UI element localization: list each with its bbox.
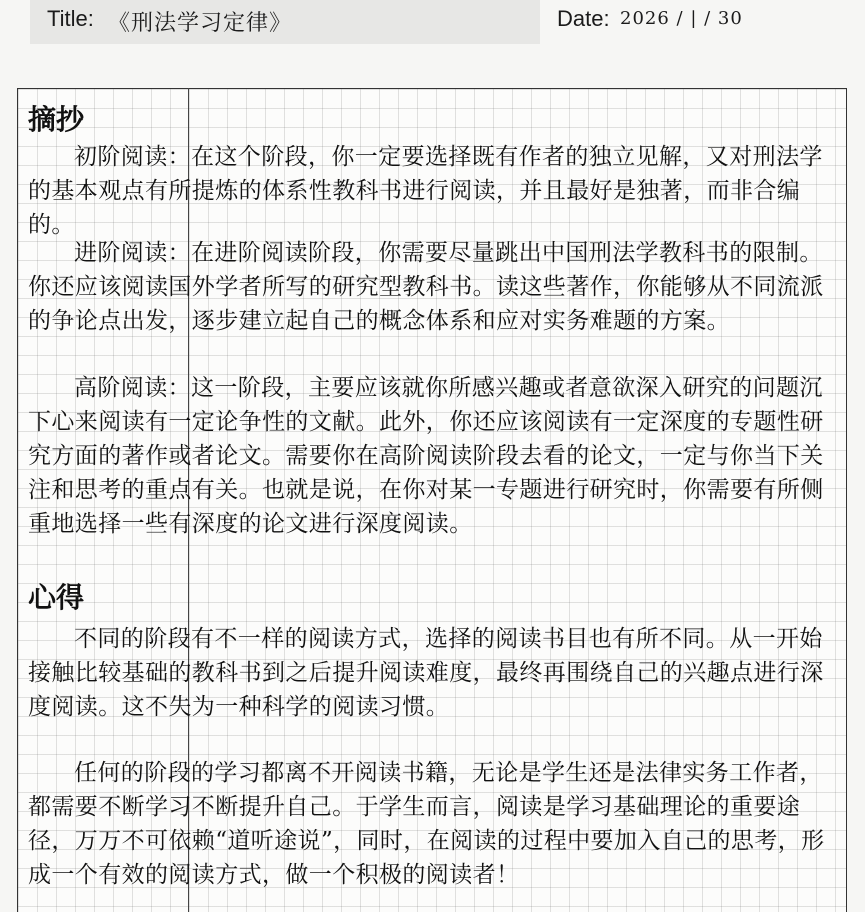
- page-header: [0, 0, 865, 44]
- date-label: Date:: [557, 6, 610, 31]
- title-label: Title:: [47, 6, 94, 31]
- excerpt-title: 摘抄: [28, 103, 85, 136]
- excerpt-paragraph: 初阶阅读：在这个阶段，你一定要选择既有作者的独立见解，又对刑法学的基本观点有所提炼的体系性教科书进行阅读，并且最好是独著，而非合编的。: [28, 144, 823, 238]
- excerpt-paragraph: 高阶阅读：这一阶段，主要应该就你所感兴趣或者意欲深入研究的问题沉下心来阅读有一定论争性的文献。此外，你还应该阅读有一定深度的专题性研究方面的著作或者论文。需要你在高阶阅读阶段去看的论文，一定与你当下关注和思考的重点有关。也就是说，在你对某一专题进行研究时，你需要有所侧重地选择一些有深度的论文进行深度阅读。: [28, 375, 824, 537]
- date-value: 2026 / | / 30: [620, 8, 743, 29]
- title-value: 《刑法学习定律》: [108, 11, 293, 36]
- reflection-paragraph: 任何的阶段的学习都离不开阅读书籍，无论是学生还是法律实务工作者，都需要不断学习不断提升自己。于学生而言，阅读是学习基础理论的重要途径，万万不可依赖“道听途说”，同时，在阅读的过程中要加入自己的思考，形成一个有效的阅读方式，做一个积极的阅读者！: [28, 760, 825, 888]
- reflection-title: 心得: [28, 581, 85, 614]
- excerpt-paragraph: 进阶阅读：在进阶阅读阶段，你需要尽量跳出中国刑法学教科书的限制。你还应该阅读国外学者所写的研究型教科书。读这些著作，你能够从不同流派的争论点出发，逐步建立起自己的概念体系和应对实务难题的方案。: [28, 240, 824, 334]
- reflection-paragraph: 不同的阶段有不一样的阅读方式，选择的阅读书目也有所不同。从一开始接触比较基础的教科书到之后提升阅读难度，最终再围绕自己的兴趣点进行深度阅读。这不失为一种科学的阅读习惯。: [28, 626, 824, 720]
